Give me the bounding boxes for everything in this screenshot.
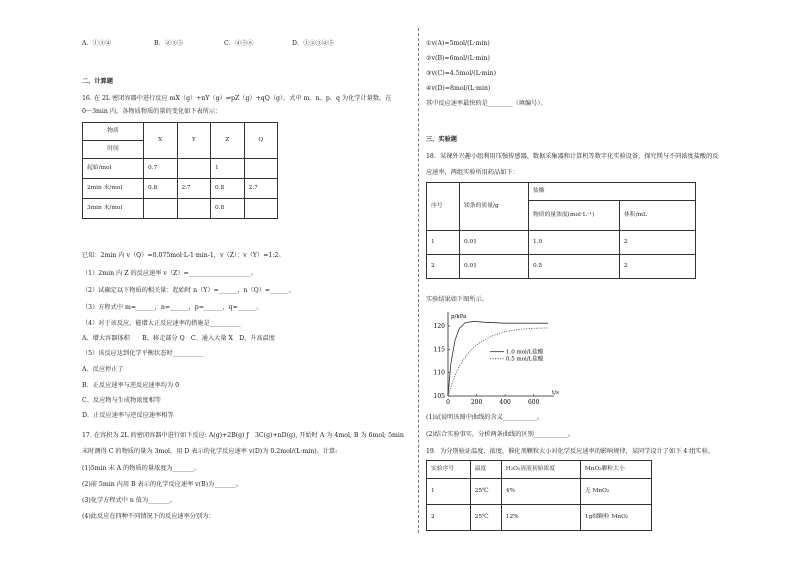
q17-sub1: (1)5min 末 A 的物质的量浓度为_______。 bbox=[82, 465, 201, 472]
cell: 0.01 bbox=[460, 255, 529, 279]
q19-col-seq: 实验序号 bbox=[427, 461, 471, 479]
cell: 0.8 bbox=[211, 199, 245, 219]
cell: 12% bbox=[501, 505, 580, 531]
y-tick-label: 115 bbox=[433, 346, 445, 354]
cell: 0.01 bbox=[460, 231, 529, 255]
q16-known: 已知：2min 内 v（Q）=0.075mol·L-1·min-1，v（Z）：v（Y）=1:2。 bbox=[82, 252, 285, 259]
q18-stem-line2: 应速率，两组实验所用药品如下： bbox=[426, 169, 519, 176]
q19-col-conc: H₂O₂溶液初始浓度 bbox=[501, 461, 580, 479]
cell: 2.7 bbox=[177, 179, 211, 199]
q16-col-x: X bbox=[144, 123, 178, 159]
q15-option-b: B．②③⑤ bbox=[154, 40, 184, 47]
rate-option-4: ④v(D)=8mol/(L·min) bbox=[426, 85, 491, 92]
q16-col-q: Q bbox=[244, 123, 278, 159]
cell: 1 bbox=[427, 479, 471, 505]
q18-col-group: 盐酸 bbox=[529, 183, 696, 201]
cell: 1.0 bbox=[529, 231, 620, 255]
cell bbox=[244, 199, 278, 219]
row-label: 2min 末/mol bbox=[83, 179, 144, 199]
cell bbox=[244, 159, 278, 179]
cell: 1g细颗粒 MnO₂ bbox=[580, 505, 651, 531]
q19-col-temp: 温度 bbox=[470, 461, 501, 479]
q18-col-seq: 序号 bbox=[427, 183, 460, 231]
cell: 0.8 bbox=[144, 179, 178, 199]
q15-option-a: A．①③④ bbox=[82, 40, 112, 47]
q18-result: 实验结果如下图所示。 bbox=[426, 296, 488, 303]
table-row bbox=[427, 505, 652, 531]
y-tick-label: 105 bbox=[433, 393, 445, 400]
q16-sub3: （3）方程式中 m=______，n=______，p=______，q=______。 bbox=[82, 304, 263, 311]
x-tick-label: 200 bbox=[470, 399, 483, 406]
q16-sub5-option-d: D．正反应速率与逆反应速率相等 bbox=[82, 412, 174, 419]
q19-stem: 19．为分别验证温度、浓度、催化剂颗粒大小对化学反应速率的影响规律，某同学设计了如下 4 组实验。 bbox=[426, 448, 714, 455]
x-tick-label: 0 bbox=[446, 399, 450, 406]
table-row bbox=[83, 199, 278, 219]
cell: 0.8 bbox=[211, 179, 245, 199]
cell: 2 bbox=[427, 255, 460, 279]
q19-table bbox=[426, 460, 652, 531]
q17-sub2: (2)前 5min 内用 B 表示的化学反应速率 v(B)为_______。 bbox=[82, 481, 243, 488]
row-label: 起始/mol bbox=[83, 159, 144, 179]
y-axis-label: p/kPa bbox=[451, 314, 467, 320]
table-row bbox=[427, 255, 696, 279]
cell bbox=[177, 199, 211, 219]
q18-col-vol: 体积/mL bbox=[620, 201, 696, 231]
q16-sub1: （1）2min 内 Z 的反应速率 v（Z）=____________________。 bbox=[82, 270, 257, 277]
q18-table bbox=[426, 182, 696, 279]
q17-stem-line1: 17. 在容积为 2L 的密闭容器中进行如下反应: A(g)+2B(g) ƒ 3C(g)+nD(g), 开始时 A 为 4mol, B 为 6mol; 5min bbox=[82, 432, 404, 439]
q16-sub5-option-b: B．正反应速率与逆反应速率均为 0 bbox=[82, 382, 180, 389]
legend-label-2: 0.5 mol/L盐酸 bbox=[506, 356, 544, 363]
q16-sub5-option-a: A、反应停止了 bbox=[82, 366, 124, 373]
cell: 2 bbox=[620, 255, 696, 279]
section-title-exp: 三、实验题 bbox=[426, 136, 457, 143]
cell: 2.7 bbox=[244, 179, 278, 199]
cell: 4% bbox=[501, 479, 580, 505]
x-tick-label: 400 bbox=[499, 399, 511, 406]
cell bbox=[177, 159, 211, 179]
rate-question: 其中反应速率最快的是________（填编号）。 bbox=[426, 100, 547, 107]
q16-col-y: Y bbox=[177, 123, 211, 159]
q15-option-c: C．④⑤⑥ bbox=[224, 40, 254, 47]
q17-stem-line2: 末时测得 C 的物质的量为 3mol，用 D 表示的化学反应速率 v(D)为 0.2mol/(L·min)。计算: bbox=[82, 448, 338, 455]
y-tick-label: 110 bbox=[433, 369, 445, 377]
column-divider bbox=[418, 28, 419, 533]
cell: 1 bbox=[427, 231, 460, 255]
legend-label-1: 1.0 mol/L盐酸 bbox=[506, 349, 544, 356]
q19-col-mno2: MnO₂颗粒大小 bbox=[580, 461, 651, 479]
table-row bbox=[83, 159, 278, 179]
cell: 2 bbox=[620, 231, 696, 255]
section-title-calc: 二、计算题 bbox=[82, 78, 113, 85]
q16-stem-line1: 16. 在 2L 密闭容器中进行反应 mX（g）+nY（g）⇌pZ（g）+qQ（g），式中 m、n、p、q 为化学计量数。在 bbox=[82, 95, 392, 102]
cell: 2 bbox=[427, 505, 471, 531]
x-axis-label: t/s bbox=[552, 390, 559, 396]
rate-option-1: ①v(A)=5mol/(L·min) bbox=[426, 40, 490, 47]
q16-header-time: 时间 bbox=[83, 141, 144, 159]
cell: 0.7 bbox=[144, 159, 178, 179]
q16-sub2: （2）试确定以下物质的相关量：起始时 n（Y）=______，n（Q）=______。 bbox=[82, 287, 295, 294]
cell: 0.5 bbox=[529, 255, 620, 279]
q16-sub4: （4）对于该反应，能增大正反应速率的措施是__________ bbox=[82, 320, 241, 327]
table-row bbox=[427, 231, 696, 255]
q16-sub5: （5）该反应达到化学平衡状态时__________ bbox=[82, 350, 204, 357]
cell: 25℃ bbox=[470, 505, 501, 531]
cell: 25℃ bbox=[470, 479, 501, 505]
row-label: 3min 末/mol bbox=[83, 199, 144, 219]
q17-sub4: (4)此反应在四种不同情况下的反应速率分别为： bbox=[82, 513, 215, 520]
q18-col-conc: 物质的量浓度(mol·L⁻¹) bbox=[529, 201, 620, 231]
rate-option-2: ②v(B)=6mol/(L·min) bbox=[426, 55, 490, 62]
q18-stem-line1: 18．某课外兴趣小组利用压强传感器、数据采集器和计算机等数字化实验设备，探究镁与不同浓度盐酸的反 bbox=[426, 153, 719, 160]
q18-sub2: (2)结合实验事实，分析两条曲线的区别___________。 bbox=[426, 431, 574, 438]
q15-option-d: D．①②③④⑤ bbox=[292, 40, 335, 47]
q16-col-z: Z bbox=[211, 123, 245, 159]
q18-sub1: (1)试说明该图中曲线的含义___________。 bbox=[426, 414, 544, 421]
q16-sub5-option-c: C、反应物与生成物浓度相等 bbox=[82, 397, 161, 404]
pressure-time-chart bbox=[426, 306, 559, 410]
q16-table bbox=[82, 122, 278, 219]
cell bbox=[144, 199, 178, 219]
table-row bbox=[427, 479, 652, 505]
table-row bbox=[83, 179, 278, 199]
q16-stem-line2: 0～3min 内，各物质物质的量的变化如下表所示： bbox=[82, 108, 222, 115]
rate-option-3: ③v(C)=4.5mol/(L·min) bbox=[426, 70, 497, 77]
q16-sub4-options: A、增大容器体积 B、移走部分 Q C、通入大量 X D、升高温度 bbox=[82, 335, 275, 342]
cell: 无 MnO₂ bbox=[580, 479, 651, 505]
cell: 1 bbox=[211, 159, 245, 179]
x-tick-label: 600 bbox=[527, 399, 540, 406]
q18-col-mass: 镁条的质量/g bbox=[460, 183, 529, 231]
y-tick-label: 120 bbox=[433, 323, 445, 330]
q17-sub3: (3)化学方程式中 n 值为_______。 bbox=[82, 497, 177, 504]
q16-header-substance: 物质 bbox=[83, 123, 144, 141]
